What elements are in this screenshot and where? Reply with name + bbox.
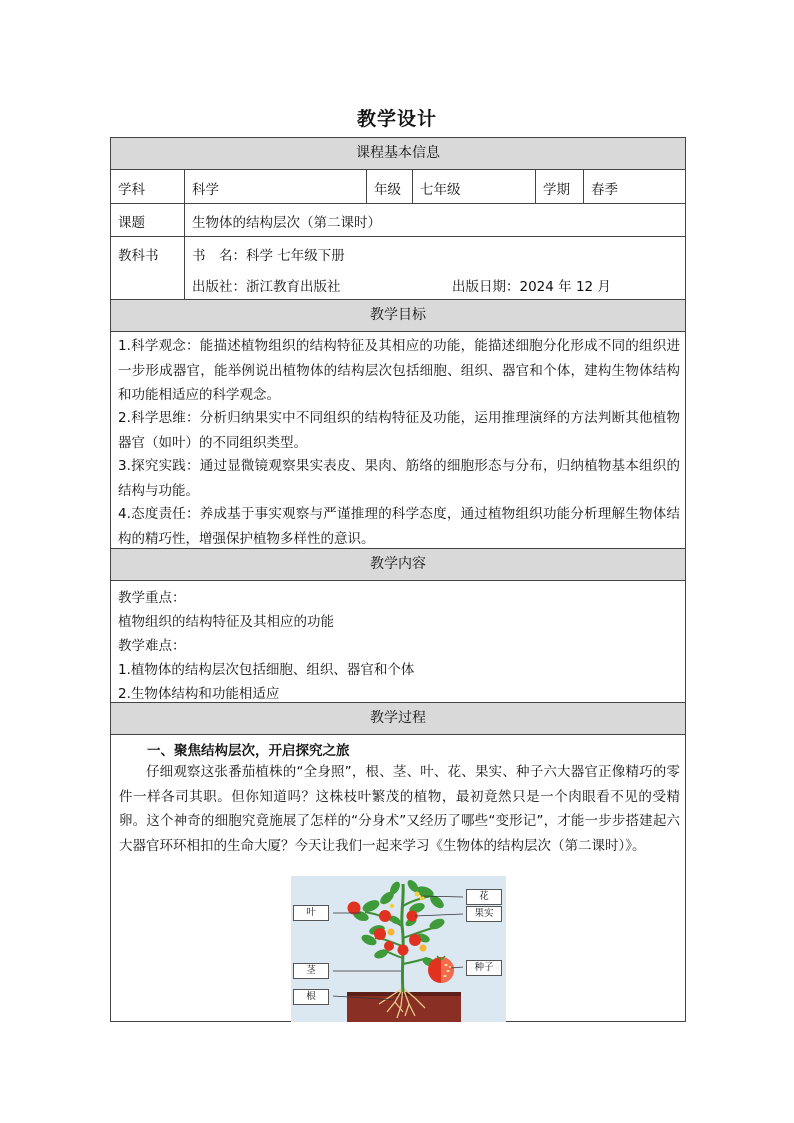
tomato-plant-figure <box>291 876 506 1022</box>
key-point-label: 教学重点： <box>118 590 186 606</box>
topic-label: 课题 <box>118 215 145 231</box>
textbook-label: 教科书 <box>118 248 159 264</box>
difficulty-label: 教学难点： <box>118 638 186 654</box>
difficulty-2: 2.生物体结构和功能相适应 <box>118 686 280 702</box>
publisher: 出版社：浙江教育出版社 <box>192 279 341 295</box>
section-header-process: 教学过程 <box>111 702 685 735</box>
subject-value: 科学 <box>192 182 219 198</box>
row-divider <box>111 203 685 204</box>
book-name: 书 名：科学 七年级下册 <box>192 248 345 264</box>
label-leaf: 叶 <box>293 905 329 921</box>
objective-4: 4.态度责任：养成基于事实观察与严谨推理的科学态度，通过植物组织功能分析理解生物体结构的精巧性，增强保护植物多样性的意识。 <box>118 506 680 547</box>
soil-surface <box>347 992 461 996</box>
col-divider <box>412 170 413 203</box>
key-point: 植物组织的结构特征及其相应的功能 <box>118 614 334 630</box>
label-root: 根 <box>293 989 329 1005</box>
objective-1: 1.科学观念：能描述植物组织的结构特征及其相应的功能，能描述细胞分化形成不同的组织进一步形成器官，能举例说出植物体的结构层次包括细胞、组织、器官和个体，建构生物体结构和功能相适应的科学观念。 <box>118 338 680 403</box>
term-label: 学期 <box>543 182 570 198</box>
col-divider <box>535 170 536 203</box>
term-value: 春季 <box>591 182 618 198</box>
subject-label: 学科 <box>118 182 145 198</box>
topic-value: 生物体的结构层次（第二课时） <box>192 215 381 231</box>
main-stem <box>402 884 403 992</box>
difficulty-1: 1.植物体的结构层次包括细胞、组织、器官和个体 <box>118 662 415 678</box>
label-fruit: 果实 <box>466 906 502 922</box>
process-heading-1: 一、聚焦结构层次，开启探究之旅 <box>147 743 350 759</box>
process-paragraph: 仔细观察这张番茄植株的“全身照”，根、茎、叶、花、果实、种子六大器官正像精巧的零件一样各司其职。但你知道吗？这株枝叶繁茂的植物，最初竟然只是一个肉眼看不见的受精卵。这个神奇的细胞究竟施展了怎样的“分身术”又经历了哪些“变形记”，才能一步步搭建起六大器官环环相扣的生命大厦？今天让我们一起来学习《生物体的结构层次（第二课时）》。 <box>119 764 680 854</box>
col-divider <box>184 236 185 299</box>
objective-3: 3.探究实践：通过显微镜观察果实表皮、果肉、筋络的细胞形态与分布，归纳植物基本组织的结构与功能。 <box>118 458 680 499</box>
label-flower: 花 <box>466 889 502 905</box>
leaves <box>352 878 446 969</box>
section-header-content: 教学内容 <box>111 548 685 581</box>
row-divider <box>111 236 685 237</box>
publish-date: 出版日期：2024 年 12 月 <box>452 279 611 295</box>
col-divider <box>366 170 367 203</box>
grade-value: 七年级 <box>420 182 461 198</box>
page-title: 教学设计 <box>356 108 437 130</box>
lesson-table <box>110 137 686 1022</box>
col-divider <box>583 170 584 203</box>
label-seed: 种子 <box>466 960 502 976</box>
label-stem: 茎 <box>293 963 329 979</box>
grade-label: 年级 <box>374 182 401 198</box>
section-header-objectives: 教学目标 <box>111 299 685 332</box>
section-header-basic-info: 课程基本信息 <box>111 137 685 170</box>
objective-2: 2.科学思维：分析归纳果实中不同组织的结构特征及功能，运用推理演绎的方法判断其他植物器官（如叶）的不同组织类型。 <box>118 410 680 451</box>
